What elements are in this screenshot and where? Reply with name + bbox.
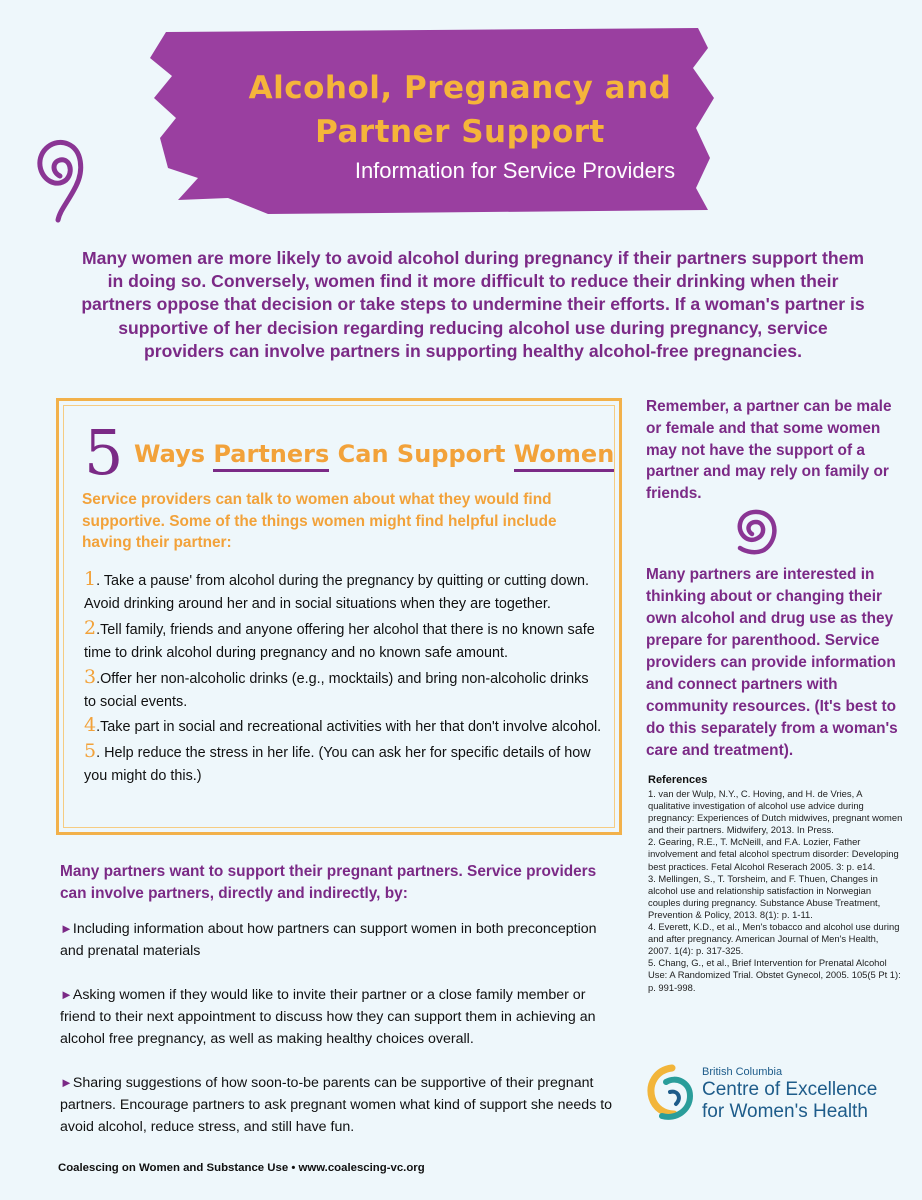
heading-ways: Ways xyxy=(134,440,214,468)
list-item-text: Asking women if they would like to invite their partner or a close family member or friend to their next appointment to discuss how they can support them in achieving an alcohol free pregnancy, as well as making healthy choices overall. xyxy=(60,987,596,1047)
five-ways-lead: Service providers can talk to women about what they would find supportive. Some of the things women might find helpful include having their partner: xyxy=(82,491,557,552)
list-item xyxy=(60,1072,615,1138)
list-item xyxy=(84,666,604,715)
list-item-number: 3 xyxy=(84,665,97,688)
page-footer: Coalescing on Women and Substance Use • www.coalescing-vc.org xyxy=(58,1162,425,1174)
five-ways-number: 5 xyxy=(84,416,124,489)
bc-centre-logo xyxy=(646,1064,886,1124)
list-item-text: . Help reduce the stress in her life. (You can ask her for specific details of how you might do this.) xyxy=(84,744,591,785)
list-item-number: 4 xyxy=(84,714,97,737)
logo-wordmark xyxy=(702,1079,877,1123)
partner-definition-note: Remember, a partner can be male or female and that some women may not have the support of a partner and may rely on family or friends. xyxy=(646,398,892,503)
bullet-arrow-icon: ► xyxy=(60,987,73,1002)
page-subtitle: Information for Service Providers xyxy=(354,158,676,183)
swirl-decoration-right-icon xyxy=(730,504,780,556)
list-item-text: Including information about how partners can support women in both preconception and prenatal materials xyxy=(60,921,597,959)
title-line-1: Alcohol, Pregnancy and xyxy=(248,70,672,106)
list-item-text: Sharing suggestions of how soon-to-be parents can be supportive of their pregnant partners. Encourage partners to ask pregnant women what kind of support she needs to avoid alcohol, reduce stress, and still have fun. xyxy=(60,1075,613,1135)
logo-line-1: British Columbia xyxy=(702,1066,783,1078)
list-item xyxy=(60,918,615,962)
reference-item: 1. van der Wulp, N.Y., C. Hoving, and H. de Vries, A qualitative investigation of alcohol use advice during pregnancy: Experiences of Dutch midwives, pregnant women and their partners. Midwifery, 2013. In Press. xyxy=(648,788,903,836)
list-item-text: . Take a pause' from alcohol during the pregnancy by quitting or cutting down. Avoid drinking around her and in social situations when they are together. xyxy=(84,573,589,613)
heading-partners: Partners xyxy=(213,440,329,472)
list-item-text: .Take part in social and recreational activities with her that don't involve alcohol. xyxy=(96,719,602,736)
list-item-number: 2 xyxy=(84,616,97,639)
page-title xyxy=(180,66,740,154)
logo-line-2: Centre of Excellence xyxy=(702,1079,878,1100)
list-item xyxy=(84,740,604,789)
logo-line-3: for Women's Health xyxy=(702,1101,868,1122)
reference-item: 2. Gearing, R.E., T. McNeill, and F.A. Lozier, Father involvement and fetal alcohol spectrum disorder: Developing best practices. Fetal Alcohol Reserach 2005. 3: p. e14. xyxy=(648,836,899,872)
list-item-number: 1 xyxy=(84,568,97,590)
list-item-number: 5 xyxy=(84,739,97,762)
reference-item: 5. Chang, G., et al., Brief Intervention for Prenatal Alcohol Use: A Randomized Trial. Obstet Gynecol, 2005. 105(5 Pt 1): p. 991-998. xyxy=(648,957,901,993)
bullet-arrow-icon: ► xyxy=(60,1075,73,1090)
list-item xyxy=(60,984,615,1050)
five-ways-heading xyxy=(134,440,614,468)
title-line-2: Partner Support xyxy=(315,114,605,150)
logo-emblem-icon xyxy=(646,1064,698,1124)
partner-substance-use-note: Many partners are interested in thinking about or changing their own alcohol and drug use as they prepare for parenthood. Service providers can provide information and connect partners with community resources. (It's best to do this separately from a woman's care and treatment). xyxy=(646,566,898,759)
bullet-arrow-icon: ► xyxy=(60,921,73,936)
heading-women: Women xyxy=(514,440,614,472)
references-list xyxy=(648,788,904,994)
partners-lead: Many partners want to support their pregnant partners. Service providers can involve partners, directly and indirectly, by: xyxy=(60,863,597,902)
references-title: References xyxy=(648,774,708,786)
swirl-decoration-left-icon xyxy=(30,124,86,224)
five-ways-list xyxy=(84,568,604,789)
reference-item: 3. Mellingen, S., T. Torsheim, and F. Thuen, Changes in alcohol use and relationship satisfaction in Norwegian couples during pregnancy. Substance Abuse Treatment, Prevention & Policy, 2013. 8(1): p. 1-11. xyxy=(648,872,881,920)
list-item-text: .Offer her non-alcoholic drinks (e.g., mocktails) and bring non-alcoholic drinks to social events. xyxy=(84,670,589,711)
intro-paragraph: Many women are more likely to avoid alcohol during pregnancy if their partners support them in doing so. Conversely, women find it more difficult to reduce their drinking when their partners oppose that decision or take steps to undermine their efforts. If a woman's partner is supportive of her decision regarding reducing alcohol use during pregnancy, service providers can involve partners in supporting healthy alcohol-free pregnancies. xyxy=(81,248,865,361)
list-item xyxy=(84,714,604,739)
list-item-text: .Tell family, friends and anyone offering her alcohol that there is no known safe time to drink alcohol during pregnancy and no known safe amount. xyxy=(84,621,595,662)
heading-can-support: Can Support xyxy=(329,440,514,468)
reference-item: 4. Everett, K.D., et al., Men's tobacco and alcohol use during and after pregnancy. American Journal of Men's Health, 2007. 1(4): p. 317-325. xyxy=(648,921,900,957)
partners-bullet-list xyxy=(60,918,615,1160)
list-item xyxy=(84,617,604,666)
list-item xyxy=(84,568,604,617)
